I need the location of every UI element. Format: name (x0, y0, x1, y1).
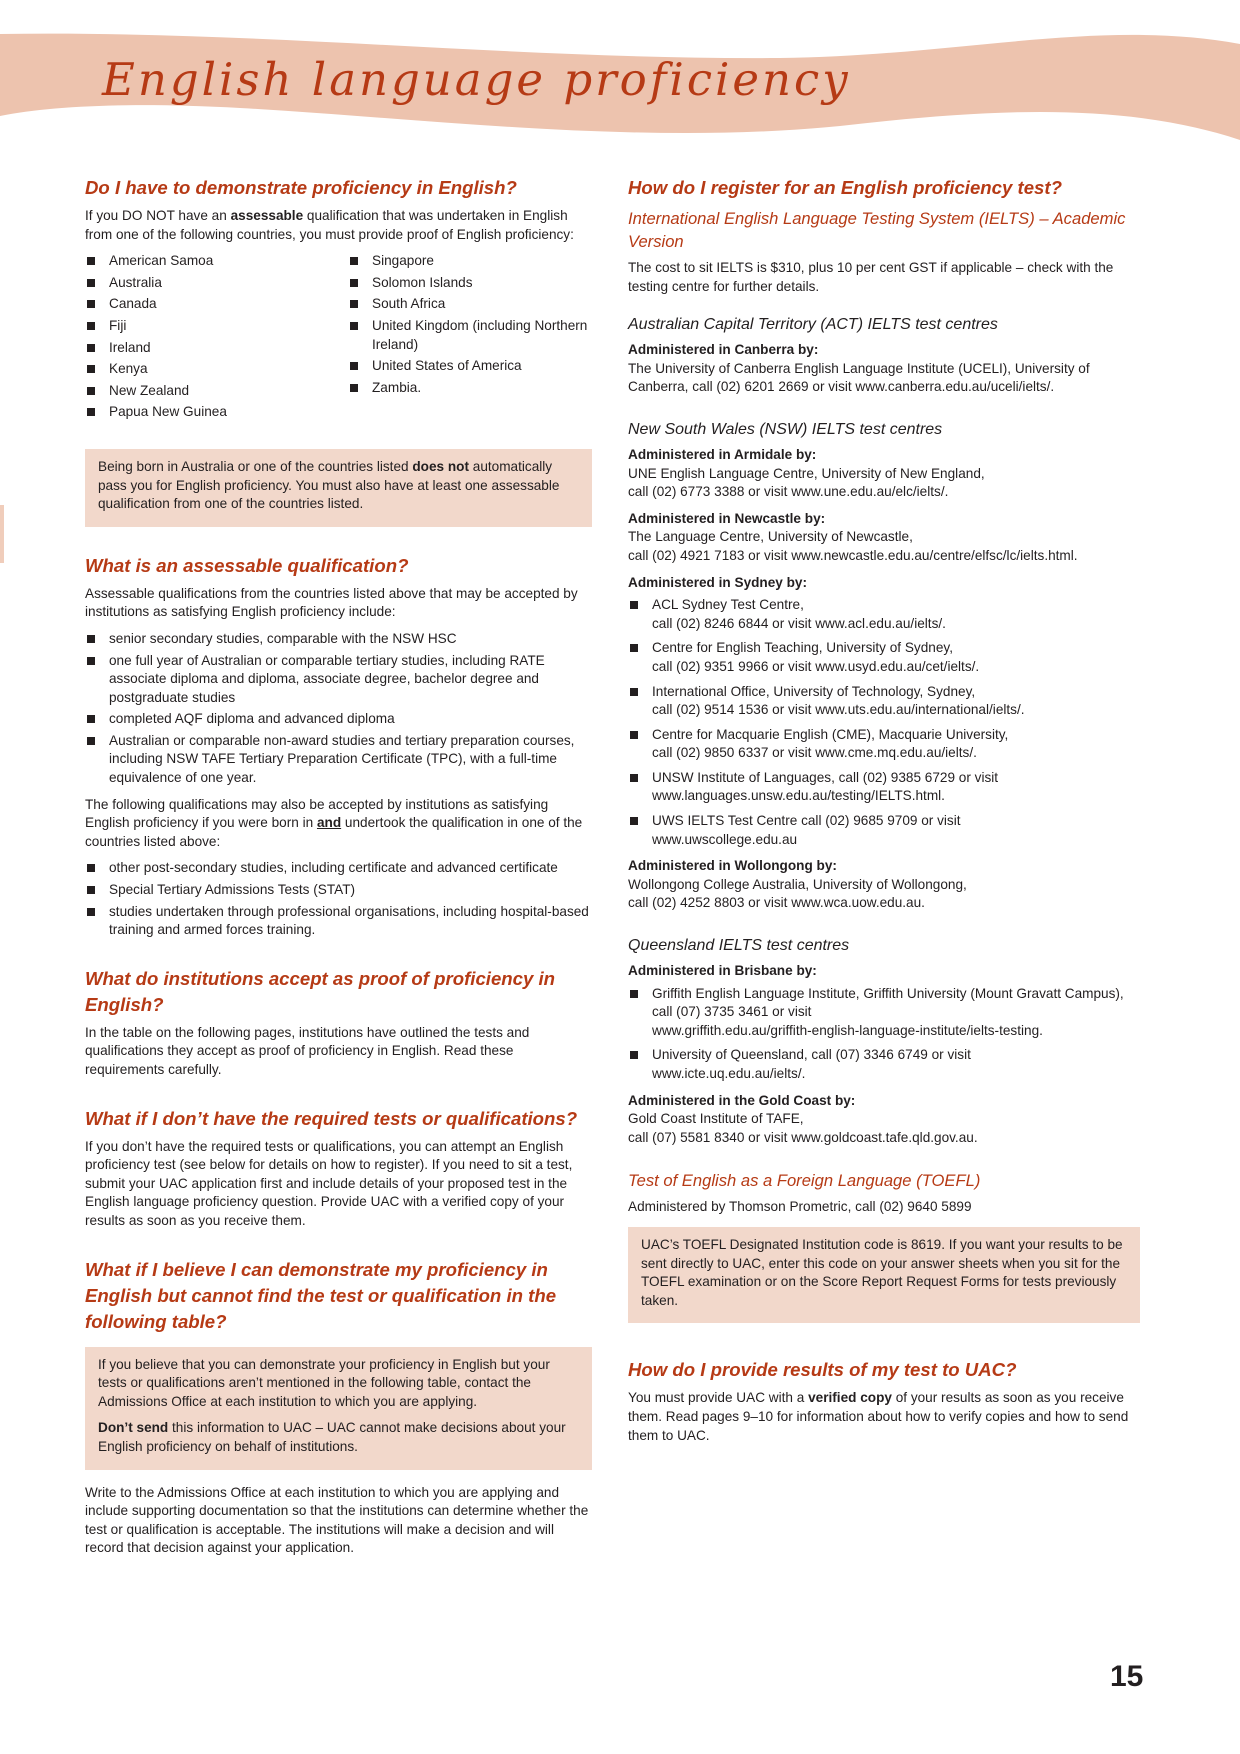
qualification-list (85, 630, 592, 788)
list-item: Solomon Islands (348, 274, 592, 293)
list-item (628, 812, 1140, 849)
list-item (628, 1046, 1140, 1083)
country-list-column-2 (348, 252, 592, 425)
list-item-line-2: call (02) 8246 6844 or visit www.acl.edu.au/ielts/. (652, 615, 946, 631)
label-canberra: Administered in Canberra by: (628, 342, 819, 358)
list-item (628, 639, 1140, 676)
list-item (628, 683, 1140, 720)
label-sydney: Administered in Sydney by: (628, 574, 808, 590)
list-item: completed AQF diploma and advanced diploma (85, 710, 592, 729)
label-newcastle: Administered in Newcastle by: (628, 510, 826, 526)
list-item-line-2: call (02) 9351 9966 or visit www.usyd.edu.au/cet/ielts/. (652, 658, 980, 674)
underlined-and: and (316, 815, 342, 831)
heading-proof-of-proficiency: What do institutions accept as proof of proficiency in English? (85, 967, 556, 1015)
list-item-line-1: UNSW Institute of Languages, call (02) 9385 6729 or visit (652, 769, 999, 785)
armidale-line-1: UNE English Language Centre, University of New England, (628, 465, 985, 481)
list-item: American Samoa (85, 252, 348, 271)
label-armidale: Administered in Armidale by: (628, 446, 817, 462)
bold-dont-send: Don’t send (98, 1420, 169, 1436)
page-title: English language proficiency (102, 53, 851, 106)
section-demonstrate-proficiency (85, 175, 592, 527)
list-item: New Zealand (85, 382, 348, 401)
list-item: Australian or comparable non-award studies and tertiary preparation courses, including NSW TAFE Tertiary Preparation Certificate (TPC), with a full-time equivalence of one year. (85, 732, 592, 788)
toefl-section (628, 1169, 1140, 1323)
sydney-centre-list (628, 596, 1140, 849)
newcastle-line-1: The Language Centre, University of Newcastle, (628, 529, 913, 545)
list-item-line-1: Griffith English Language Institute, Griffith University (Mount Gravatt Campus), call (07) 3735 3461 or visit (652, 985, 1124, 1020)
heading-act-centres: Australian Capital Territory (ACT) IELTS test centres (628, 316, 998, 334)
list-item: Singapore (348, 252, 592, 271)
list-item: Zambia. (348, 379, 592, 398)
armidale-line-2: call (02) 6773 3388 or visit www.une.edu.au/elc/ielts/. (628, 484, 949, 500)
paragraph: In the table on the following pages, institutions have outlined the tests and qualifications they accept as proof of proficiency in English. Read these requirements carefully. (85, 1024, 530, 1077)
note-text: Being born in Australia or one of the countries listed (98, 458, 413, 474)
note-box-contact-institution (85, 1347, 592, 1470)
wollongong-line-2: call (02) 4252 8803 or visit www.wca.uow.edu.au. (628, 895, 925, 911)
list-item (628, 985, 1140, 1041)
list-item: Papua New Guinea (85, 403, 348, 422)
section-proof-of-proficiency (85, 966, 592, 1080)
list-item: Australia (85, 274, 348, 293)
list-item: Ireland (85, 339, 348, 358)
page-number: 15 (1110, 1660, 1144, 1693)
list-item: Special Tertiary Admissions Tests (STAT) (85, 881, 592, 900)
list-item: senior secondary studies, comparable with the NSW HSC (85, 630, 592, 649)
label-brisbane: Administered in Brisbane by: (628, 963, 817, 979)
list-item (628, 769, 1140, 806)
box-text: this information to UAC – UAC cannot make decisions about your English proficiency on behalf of institutions. (98, 1420, 566, 1454)
heading-ielts: International English Language Testing System (IELTS) – Academic Version (628, 209, 1126, 251)
canberra-details: The University of Canberra English Language Institute (UCELI), University of Canberra, call (02) 6201 2669 or visit www.canberra.edu.au/uceli/ielts/. (628, 360, 1090, 395)
list-item-line-2: www.uwscollege.edu.au (652, 831, 798, 847)
country-list (85, 252, 592, 425)
list-item-line-2: call (02) 9850 6337 or visit www.cme.mq.edu.au/ielts/. (652, 745, 977, 761)
other-qualification-list (85, 859, 592, 939)
heading-assessable-qualification: What is an assessable qualification? (85, 554, 409, 576)
note-paragraph (98, 458, 579, 514)
gold-coast-details (628, 1110, 1140, 1147)
list-item-line-2: www.languages.unsw.edu.au/testing/IELTS.html. (652, 788, 945, 804)
box-paragraph: If you believe that you can demonstrate your proficiency in English but your tests or qualifications aren’t mentioned in the following table, contact the Admissions Office at each institution to which you are applying. (98, 1356, 550, 1409)
heading-no-required-tests: What if I don’t have the required tests or qualifications? (85, 1107, 578, 1129)
section-no-required-tests (85, 1106, 592, 1231)
paragraph: Assessable qualifications from the countries listed above that may be accepted by institutions as satisfying English proficiency include: (85, 585, 578, 620)
right-column (628, 175, 1140, 1453)
gold-coast-line-2: call (07) 5581 8340 or visit www.goldcoast.tafe.qld.gov.au. (628, 1129, 978, 1145)
list-item: one full year of Australian or comparable tertiary studies, including RATE associate diploma and diploma, associate degree, bachelor degree and postgraduate studies (85, 652, 592, 708)
armidale-details (628, 465, 1140, 502)
paragraph: Write to the Admissions Office at each institution to which you are applying and include supporting documentation so that the institutions can determine whether the test or qualification is acceptable. The institutions will make a decision and will record that decision against your application. (85, 1484, 589, 1556)
heading-nsw-centres: New South Wales (NSW) IELTS test centres (628, 420, 943, 438)
section-cannot-find-test (85, 1257, 592, 1558)
results-paragraph (628, 1389, 1140, 1445)
intro-text-cont: qualification that was undertaken in English from one of the following countries, you must provide proof of English proficiency: (85, 208, 574, 242)
newcastle-details (628, 528, 1140, 565)
toefl-code-box (628, 1227, 1140, 1323)
heading-cannot-find-test: What if I believe I can demonstrate my proficiency in English but cannot find the test or qualification in the following table? (85, 1258, 557, 1332)
paragraph-text-cont: undertook the qualification in one of the countries listed above: (85, 815, 583, 849)
paragraph: If you don’t have the required tests or qualifications, you can attempt an English proficiency test (see below for details on how to register). If you need to sit a test, submit your UAC application first and include details of your proposed test in the English language proficiency question. Provide UAC with a verified copy of your results as soon as you receive them. (85, 1138, 573, 1228)
list-item: South Africa (348, 295, 592, 314)
list-item-line-1: UWS IELTS Test Centre call (02) 9685 9709 or visit (652, 813, 961, 829)
newcastle-line-2: call (02) 4921 7183 or visit www.newcastle.edu.au/centre/elfsc/lc/ielts.html. (628, 547, 1078, 563)
bold-verified-copy: verified copy (808, 1390, 892, 1406)
list-item-line-2: call (02) 9514 1536 or visit www.uts.edu.au/international/ielts/. (652, 702, 1025, 718)
heading-demonstrate-proficiency: Do I have to demonstrate proficiency in English? (85, 177, 517, 198)
box-paragraph-dont-send (98, 1419, 579, 1456)
heading-qld-centres: Queensland IELTS test centres (628, 937, 850, 955)
list-item-line-2: www.icte.uq.edu.au/ielts/. (652, 1066, 806, 1081)
list-item-line-1: ACL Sydney Test Centre, (652, 597, 804, 613)
section-assessable-qualification (85, 553, 592, 940)
toefl-administered: Administered by Thomson Prometric, call (02) 9640 5899 (628, 1199, 972, 1215)
ielts-cost: The cost to sit IELTS is $310, plus 10 per cent GST if applicable – check with the testing centre for further details. (628, 260, 1114, 294)
left-column (85, 175, 592, 1584)
label-wollongong: Administered in Wollongong by: (628, 858, 837, 874)
heading-register-test: How do I register for an English proficiency test? (628, 177, 1062, 198)
heading-provide-results: How do I provide results of my test to UAC? (628, 1359, 1017, 1381)
wollongong-line-1: Wollongong College Australia, University of Wollongong, (628, 876, 967, 892)
brisbane-centre-list (628, 985, 1140, 1084)
list-item-line-1: Centre for English Teaching, University of Sydney, (652, 640, 953, 656)
list-item (628, 726, 1140, 763)
gold-coast-line-1: Gold Coast Institute of TAFE, (628, 1111, 804, 1127)
edge-tab-marker (0, 505, 4, 563)
act-centres (628, 314, 1140, 397)
list-item: United Kingdom (including Northern Ireland) (348, 317, 592, 354)
list-item: Kenya (85, 360, 348, 379)
nsw-centres (628, 419, 1140, 913)
label-gold-coast: Administered in the Gold Coast by: (628, 1092, 856, 1108)
list-item: Canada (85, 295, 348, 314)
list-item: studies undertaken through professional organisations, including hospital-based training and armed forces training. (85, 903, 592, 940)
list-item-line-1: University of Queensland, call (07) 3346 6749 or visit (652, 1047, 971, 1063)
intro-paragraph (85, 207, 592, 244)
list-item: other post-secondary studies, including certificate and advanced certificate (85, 859, 592, 878)
list-item: United States of America (348, 357, 592, 376)
list-item-line-2: www.griffith.edu.au/griffith-english-language-institute/ielts-testing. (652, 1022, 1043, 1038)
toefl-code-text: UAC’s TOEFL Designated Institution code is 8619. If you want your results to be sent directly to UAC, enter this code on your answer sheets when you sit for the TOEFL examination or on the Score Report Request Forms for tests previously taken. (641, 1236, 1123, 1308)
results-text-cont: of your results as soon as you receive them. Read pages 9–10 for information about how to verify copies and how to send them to UAC. (628, 1390, 1129, 1443)
qld-centres (628, 935, 1140, 1147)
heading-toefl: Test of English as a Foreign Language (TOEFL) (628, 1171, 981, 1191)
list-item-line-1: International Office, University of Technology, Sydney, (652, 683, 976, 699)
wollongong-details (628, 876, 1140, 913)
note-text-cont: automatically pass you for English proficiency. You must also have at least one assessable qualification from one of the countries listed. (98, 458, 560, 512)
paragraph-born-in (85, 796, 592, 852)
paragraph-text: The following qualifications may also be accepted by institutions as satisfying English proficiency if you were born in (85, 796, 549, 831)
note-box-birthplace (85, 449, 592, 527)
list-item-line-1: Centre for Macquarie English (CME), Macquarie University, (652, 726, 1009, 742)
note-bold-does-not: does not (412, 458, 469, 474)
results-text: You must provide UAC with a (628, 1390, 809, 1406)
results-section (628, 1357, 1140, 1445)
list-item (628, 596, 1140, 633)
country-list-column-1 (85, 252, 348, 425)
intro-text: If you DO NOT have an (85, 208, 231, 223)
intro-bold-assessable: assessable (230, 208, 304, 223)
list-item: Fiji (85, 317, 348, 336)
